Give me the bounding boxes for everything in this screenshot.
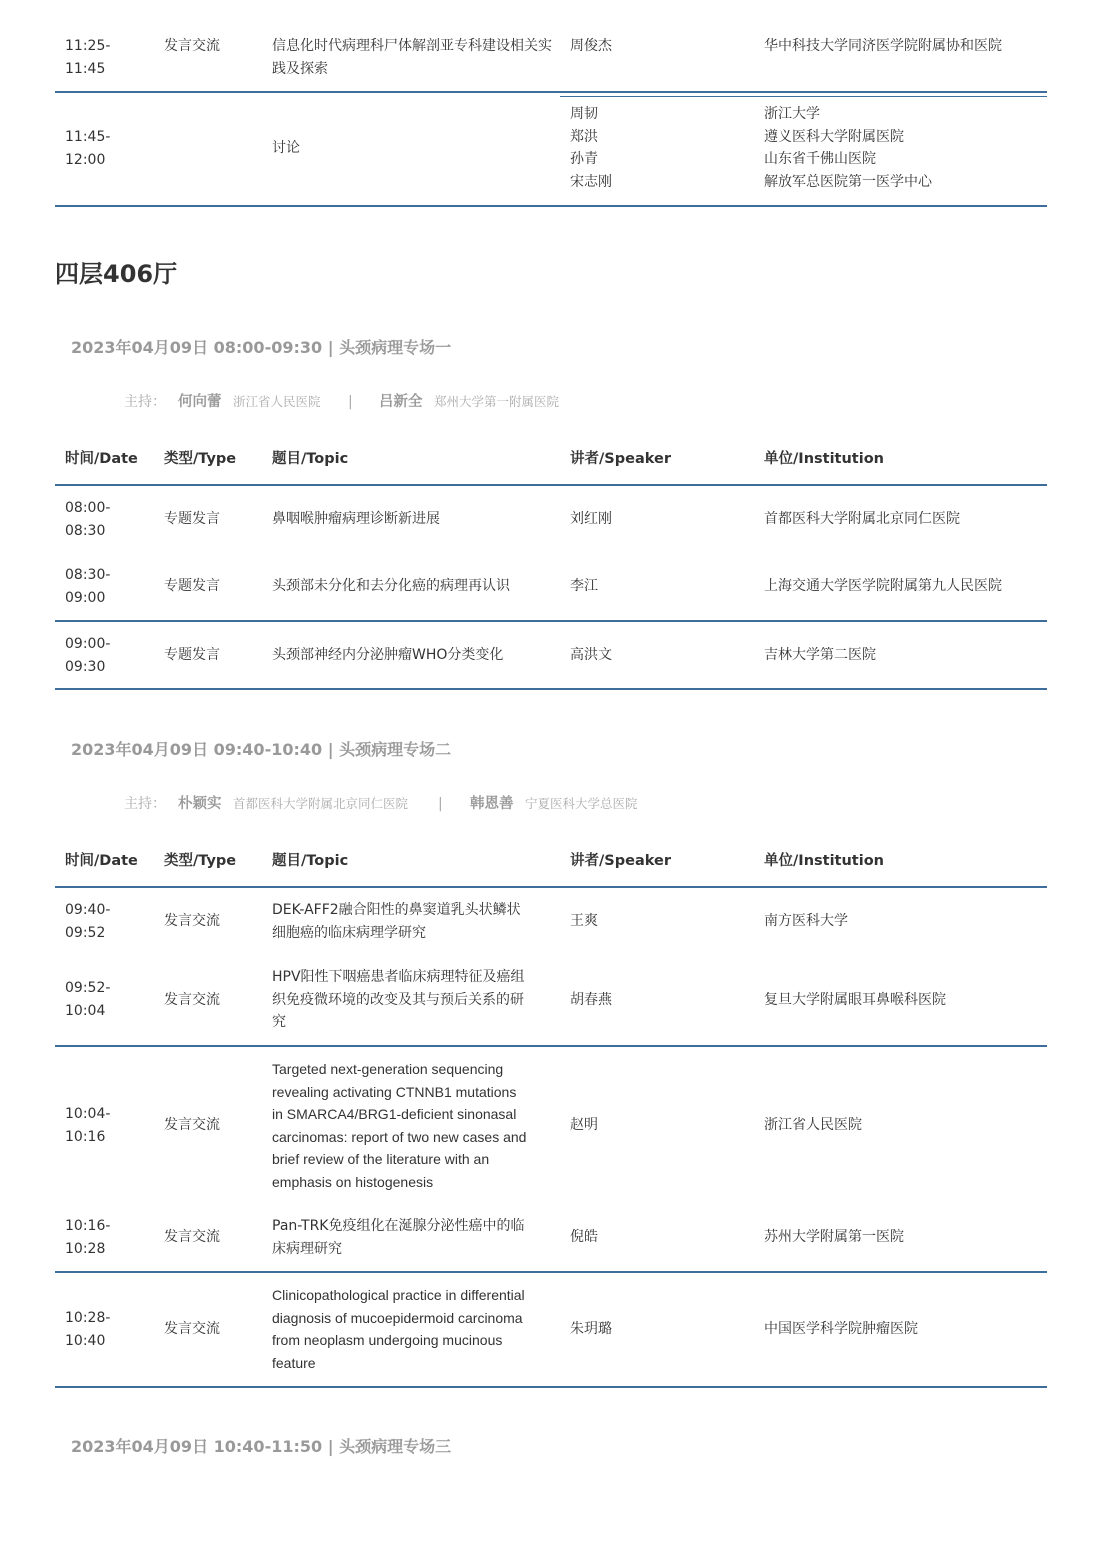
row-divider xyxy=(55,91,1047,93)
host-institution: 浙江省人民医院 xyxy=(233,394,321,409)
text-line: 09:52- xyxy=(65,980,111,996)
host-separator: | xyxy=(438,796,443,812)
row-time xyxy=(65,1103,145,1148)
text-line: HPV阳性下咽癌患者临床病理特征及癌组 xyxy=(272,969,525,985)
text-line: revealing activating CTNNB1 mutations xyxy=(272,1083,517,1100)
row-speakers xyxy=(570,103,750,193)
row-topic: 头颈部神经内分泌肿瘤WHO分类变化 xyxy=(272,647,504,663)
row-institution: 吉林大学第二医院 xyxy=(764,647,876,663)
header-topic: 题目/Topic xyxy=(272,451,349,467)
text-line: Clinicopathological practice in differential xyxy=(272,1287,525,1303)
text-line: brief review of the literature with an xyxy=(272,1151,490,1167)
row-speaker: 倪皓 xyxy=(570,1229,598,1245)
row-time xyxy=(65,899,145,944)
row-speaker: 朱玥璐 xyxy=(570,1321,612,1337)
row-speaker: 王爽 xyxy=(570,913,598,929)
row-type: 专题发言 xyxy=(164,578,220,594)
row-time xyxy=(65,1307,145,1352)
row-institution: 华中科技大学同济医学院附属协和医院 xyxy=(764,38,1002,54)
row-divider xyxy=(55,620,1047,622)
row-time xyxy=(65,564,145,609)
row-institution: 苏州大学附属第一医院 xyxy=(764,1229,904,1245)
header-institution: 单位/Institution xyxy=(764,853,884,869)
text-line: 09:40- xyxy=(65,902,111,918)
text-line: 09:00- xyxy=(65,636,111,652)
session-title: 2023年04月09日 10:40-11:50 | 头颈病理专场三 xyxy=(71,1437,452,1456)
row-topic xyxy=(272,966,552,1034)
text-line: 周韧 xyxy=(570,106,598,122)
hall-title: 四层406厅 xyxy=(55,260,178,288)
header-institution: 单位/Institution xyxy=(764,451,884,467)
header-type: 类型/Type xyxy=(164,451,237,467)
row-type: 专题发言 xyxy=(164,511,220,527)
text-line: 床病理研究 xyxy=(272,1240,342,1257)
row-institution: 复旦大学附属眼耳鼻喉科医院 xyxy=(764,992,946,1008)
host-name: 韩恩善 xyxy=(470,796,514,812)
host-label: 主持： xyxy=(124,394,166,410)
row-speaker: 高洪文 xyxy=(570,647,612,663)
header-divider xyxy=(55,886,1047,888)
text-line: 11:45 xyxy=(65,60,106,77)
session-title: 2023年04月09日 08:00-09:30 | 头颈病理专场一 xyxy=(71,338,452,357)
row-speaker: 胡春燕 xyxy=(570,992,612,1008)
host-name: 何向蕾 xyxy=(178,394,222,410)
text-line: 遵义医科大学附属医院 xyxy=(764,128,904,145)
session-title: 2023年04月09日 09:40-10:40 | 头颈病理专场二 xyxy=(71,740,452,759)
text-line: 孙青 xyxy=(570,151,598,167)
text-line: 浙江大学 xyxy=(764,106,820,122)
text-line: 10:40 xyxy=(65,1332,106,1349)
header-time: 时间/Date xyxy=(65,853,138,869)
host-institution: 首都医科大学附属北京同仁医院 xyxy=(233,796,409,811)
row-type: 发言交流 xyxy=(164,1321,220,1337)
host-separator: | xyxy=(348,394,353,410)
row-institution: 上海交通大学医学院附属第九人民医院 xyxy=(764,578,1002,594)
text-line: 10:04- xyxy=(65,1106,111,1122)
text-line: 解放军总医院第一医学中心 xyxy=(764,173,932,190)
row-type: 发言交流 xyxy=(164,1229,220,1245)
row-type: 发言交流 xyxy=(164,1117,220,1133)
table-bottom-line xyxy=(55,1386,1047,1388)
text-line: 山东省千佛山医院 xyxy=(764,151,876,167)
header-type: 类型/Type xyxy=(164,853,237,869)
text-line: 10:28 xyxy=(65,1240,106,1257)
row-time xyxy=(65,126,145,171)
row-topic xyxy=(272,1284,552,1374)
host-name: 朴颖实 xyxy=(178,796,222,812)
text-line: 09:00 xyxy=(65,589,106,606)
text-line: 08:30- xyxy=(65,567,111,583)
text-line: 09:30 xyxy=(65,658,106,675)
text-line: 11:25- xyxy=(65,38,111,54)
host-label: 主持： xyxy=(124,796,166,812)
text-line: diagnosis of mucoepidermoid carcinoma xyxy=(272,1309,523,1326)
text-line: 11:45- xyxy=(65,129,111,145)
row-speaker: 刘红刚 xyxy=(570,511,612,527)
row-institution: 南方医科大学 xyxy=(764,913,848,929)
text-line: 12:00 xyxy=(65,151,106,168)
row-topic: 鼻咽喉肿瘤病理诊断新进展 xyxy=(272,511,440,527)
host-name: 吕新全 xyxy=(379,394,423,410)
row-topic xyxy=(272,899,552,944)
header-speaker: 讲者/Speaker xyxy=(570,451,671,467)
row-time xyxy=(65,633,145,678)
text-line: 10:28- xyxy=(65,1310,111,1326)
row-divider xyxy=(55,1045,1047,1047)
row-time xyxy=(65,35,145,80)
text-line: DEK-AFF2融合阳性的鼻窦道乳头状鳞状 xyxy=(272,902,521,918)
row-topic: 信息化时代病理科尸体解剖亚专科建设相关实践及探索 xyxy=(272,38,552,77)
row-type: 发言交流 xyxy=(164,38,220,54)
row-divider xyxy=(55,1271,1047,1273)
text-line: 10:04 xyxy=(65,1002,106,1019)
session-hosts xyxy=(0,392,1102,412)
row-divider-inner xyxy=(560,96,1047,97)
row-time xyxy=(65,977,145,1022)
text-line: emphasis on histogenesis xyxy=(272,1173,434,1190)
row-institutions xyxy=(764,103,1064,193)
header-topic: 题目/Topic xyxy=(272,853,349,869)
row-topic xyxy=(272,1215,552,1260)
row-type: 发言交流 xyxy=(164,913,220,929)
row-institution: 中国医学科学院肿瘤医院 xyxy=(764,1321,918,1337)
session-hosts xyxy=(0,794,1102,814)
row-time xyxy=(65,1215,145,1260)
header-time: 时间/Date xyxy=(65,451,138,467)
text-line: carcinomas: report of two new cases and xyxy=(272,1128,527,1145)
text-line: 08:00- xyxy=(65,500,111,516)
row-institution: 浙江省人民医院 xyxy=(764,1117,862,1133)
text-line: 宋志刚 xyxy=(570,173,612,190)
text-line: 究 xyxy=(272,1014,286,1030)
text-line: 09:52 xyxy=(65,924,106,941)
text-line: Pan-TRK免疫组化在涎腺分泌性癌中的临 xyxy=(272,1218,525,1234)
table-bottom-line xyxy=(55,205,1047,207)
text-line: from neoplasm undergoing mucinous xyxy=(272,1332,503,1348)
row-speaker: 周俊杰 xyxy=(570,38,612,54)
row-type: 专题发言 xyxy=(164,647,220,663)
row-topic xyxy=(272,1058,552,1193)
table-bottom-line xyxy=(55,688,1047,690)
text-line: feature xyxy=(272,1354,316,1371)
row-speaker: 赵明 xyxy=(570,1117,598,1133)
text-line: Targeted next-generation sequencing xyxy=(272,1061,504,1077)
text-line: 郑洪 xyxy=(570,128,598,145)
text-line: 08:30 xyxy=(65,522,106,539)
host-institution: 宁夏医科大学总医院 xyxy=(525,796,638,811)
text-line: 10:16- xyxy=(65,1218,111,1234)
text-line: 织免疫微环境的改变及其与预后关系的研 xyxy=(272,991,524,1008)
row-speaker: 李江 xyxy=(570,578,598,594)
row-topic: 讨论 xyxy=(272,140,300,156)
header-speaker: 讲者/Speaker xyxy=(570,853,671,869)
header-divider xyxy=(55,484,1047,486)
row-institution: 首都医科大学附属北京同仁医院 xyxy=(764,511,960,527)
row-topic: 头颈部未分化和去分化癌的病理再认识 xyxy=(272,578,510,594)
text-line: 细胞癌的临床病理学研究 xyxy=(272,924,426,941)
host-institution: 郑州大学第一附属医院 xyxy=(434,394,560,409)
text-line: 10:16 xyxy=(65,1128,106,1145)
row-type: 发言交流 xyxy=(164,992,220,1008)
row-time xyxy=(65,497,145,542)
text-line: in SMARCA4/BRG1-deficient sinonasal xyxy=(272,1106,517,1122)
